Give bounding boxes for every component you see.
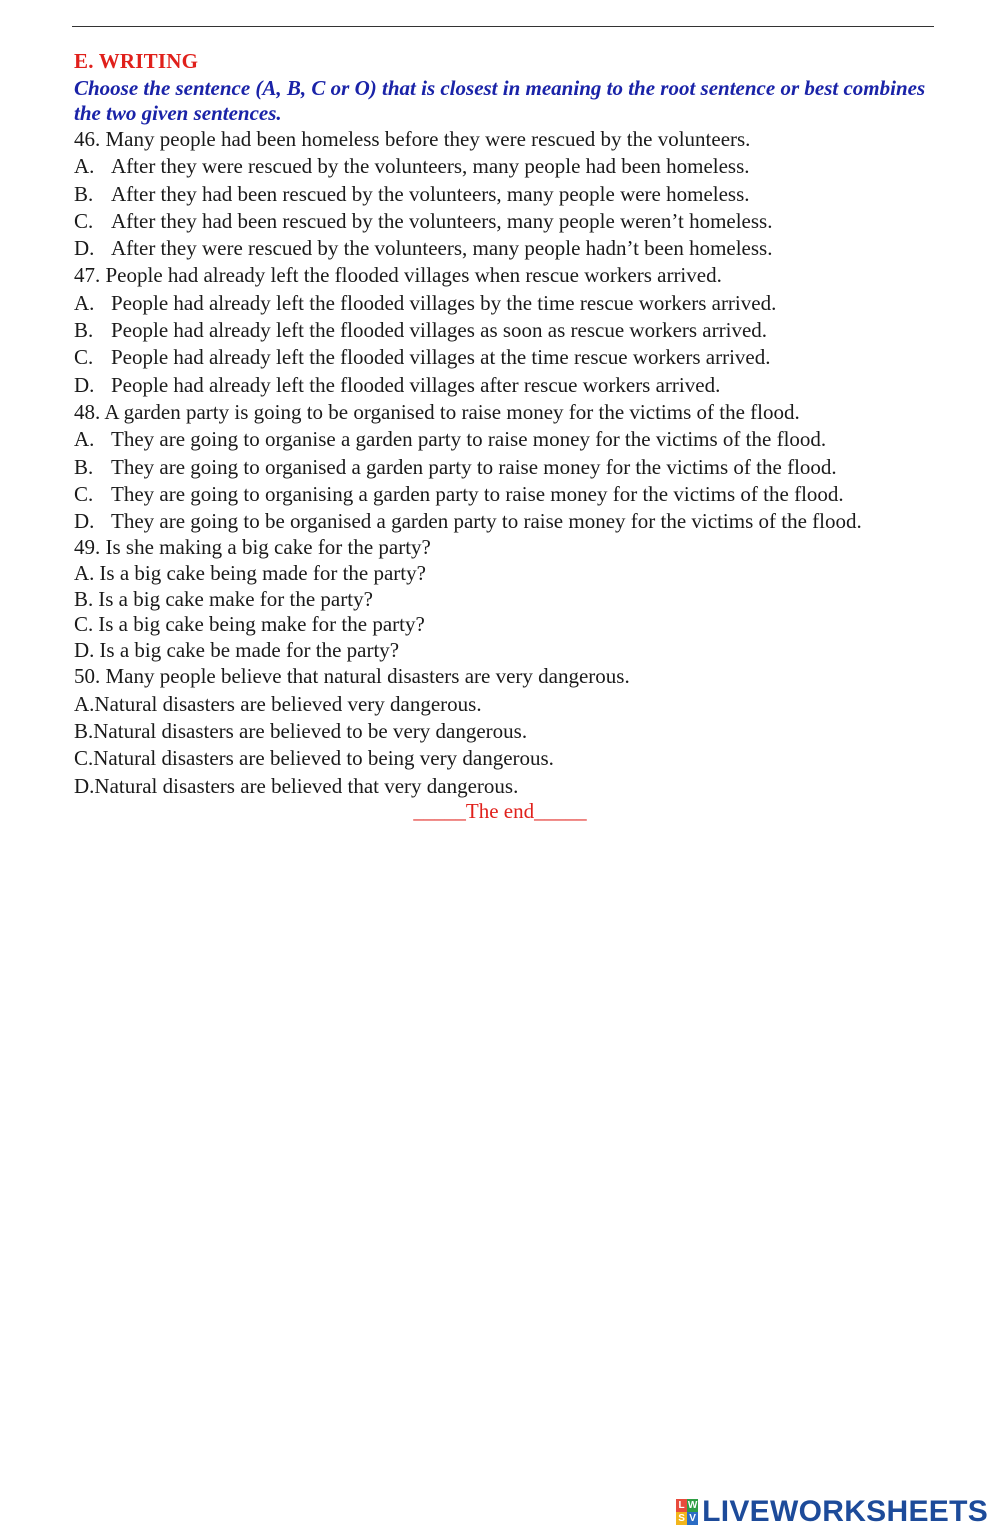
option-letter: D. [74, 236, 95, 261]
logo-tile: V [687, 1512, 698, 1525]
answer-option[interactable] [74, 235, 944, 262]
question-stem: 49. Is she making a big cake for the party? [74, 535, 431, 560]
option-text: Is a big cake be made for the party? [99, 637, 400, 662]
logo-tile: L [676, 1499, 687, 1512]
option-letter: C. [74, 481, 94, 506]
option-letter: A. [74, 561, 95, 586]
option-text: They are going to organised a garden party to raise money for the victims of the flood. [111, 454, 837, 479]
question-stem: 47. People had already left the flooded villages when rescue workers arrived. [74, 263, 722, 288]
the-end-marker: _____The end_____ [413, 799, 587, 823]
option-letter: D. [74, 509, 95, 534]
logo-tile: S [676, 1512, 687, 1525]
option-letter: D. [74, 372, 95, 397]
option-letter: B. [74, 318, 94, 343]
option-text: After they had been rescued by the volunteers, many people were homeless. [111, 181, 750, 206]
liveworksheets-logo[interactable] [676, 1496, 988, 1528]
option-letter: A. [74, 154, 95, 179]
answer-option[interactable] [74, 561, 944, 587]
option-text: Is a big cake make for the party? [98, 586, 373, 611]
option-text: People had already left the flooded villages as soon as rescue workers arrived. [111, 318, 768, 343]
logo-tile: W [687, 1500, 698, 1511]
instruction-text: Choose the sentence (A, B, C or O) that is closest in meaning to the root sentence or best combines the two given sentences. [74, 76, 926, 125]
option-text: Natural disasters are believed very dangerous. [94, 691, 482, 716]
answer-option[interactable] [74, 745, 944, 772]
option-text: Natural disasters are believed to be very dangerous. [93, 719, 528, 744]
option-text: People had already left the flooded villages after rescue workers arrived. [111, 372, 721, 397]
section-title: E. WRITING [74, 49, 199, 73]
option-letter: A. [74, 290, 95, 315]
question-stem: 50. Many people believe that natural disasters are very dangerous. [74, 664, 630, 689]
option-letter: C. [74, 612, 94, 637]
answer-option[interactable] [74, 454, 944, 481]
answer-option[interactable] [74, 718, 944, 745]
logo-grid-icon [676, 1499, 698, 1525]
answer-option[interactable] [74, 372, 944, 399]
option-letter: B. [74, 181, 94, 206]
answer-option[interactable] [74, 153, 944, 180]
writing-section [74, 48, 944, 800]
question-stem: 48. A garden party is going to be organised to raise money for the victims of the flood. [74, 399, 800, 424]
option-text: Natural disasters are believed that very dangerous. [94, 773, 519, 798]
option-text: After they had been rescued by the volunteers, many people weren’t homeless. [111, 208, 773, 233]
logo-text: LIVEWORKSHEETS [702, 1495, 988, 1528]
option-text: People had already left the flooded villages at the time rescue workers arrived. [111, 345, 771, 370]
answer-option[interactable] [74, 481, 944, 508]
answer-option[interactable] [74, 426, 944, 453]
question-stem: 46. Many people had been homeless before they were rescued by the volunteers. [74, 127, 751, 151]
option-letter: A. [74, 691, 95, 716]
option-letter: A. [74, 427, 95, 452]
option-letter: B. [74, 586, 94, 611]
option-text: Is a big cake being made for the party? [99, 561, 426, 586]
answer-option[interactable] [74, 344, 944, 371]
option-text: People had already left the flooded villages by the time rescue workers arrived. [111, 290, 777, 315]
answer-option[interactable] [74, 317, 944, 344]
option-letter: C. [74, 208, 94, 233]
option-text: After they were rescued by the volunteers, many people had been homeless. [111, 154, 750, 179]
option-letter: B. [74, 719, 94, 744]
option-text: Is a big cake being make for the party? [98, 612, 425, 637]
answer-option[interactable] [74, 508, 944, 535]
answer-option[interactable] [74, 638, 944, 664]
option-text: Natural disasters are believed to being very dangerous. [93, 746, 554, 771]
answer-option[interactable] [74, 208, 944, 235]
option-letter: C. [74, 345, 94, 370]
option-letter: D. [74, 773, 95, 798]
option-letter: D. [74, 637, 95, 662]
answer-option[interactable] [74, 290, 944, 317]
top-rule [72, 26, 934, 27]
option-text: They are going to organise a garden party to raise money for the victims of the flood. [111, 427, 827, 452]
answer-option[interactable] [74, 612, 944, 638]
option-letter: C. [74, 746, 94, 771]
answer-option[interactable] [74, 181, 944, 208]
option-text: They are going to organising a garden party to raise money for the victims of the flood. [111, 481, 844, 506]
option-text: After they were rescued by the volunteers, many people hadn’t been homeless. [111, 236, 773, 261]
answer-option[interactable] [74, 773, 944, 800]
answer-option[interactable] [74, 691, 944, 718]
option-letter: B. [74, 454, 94, 479]
answer-option[interactable] [74, 587, 944, 613]
option-text: They are going to be organised a garden party to raise money for the victims of the flood. [111, 509, 862, 534]
